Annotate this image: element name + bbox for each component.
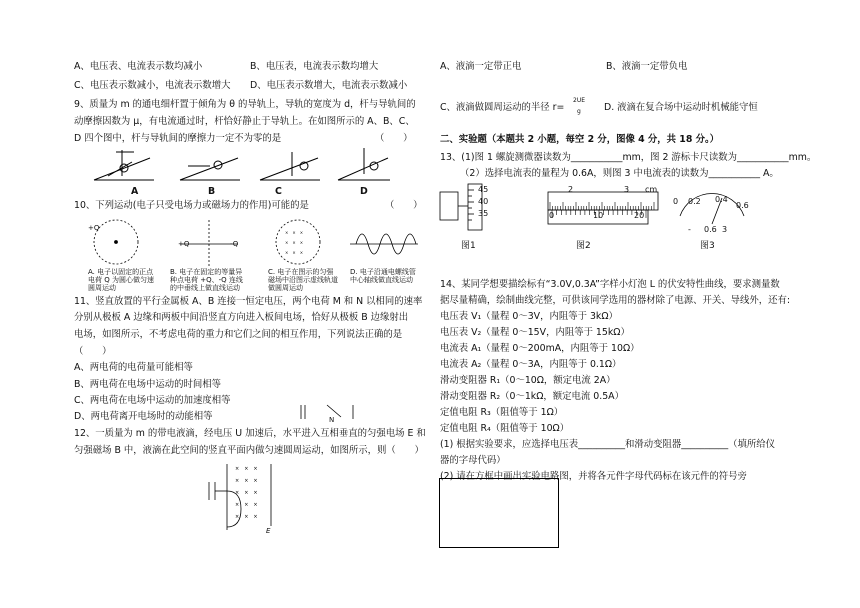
q11-line-3: 电场，如图所示，不考虑电荷的重力和它们之间的相互作用，下列说法正确的是 bbox=[74, 329, 403, 340]
caliper-bottom-20: 20 bbox=[634, 211, 645, 220]
ammeter-scale-0-6: 0.6 bbox=[736, 201, 749, 210]
ammeter-scale-0-4: 0.4 bbox=[715, 195, 728, 204]
q11-line-1: 11、竖直放置的平行金属板 A、B 连接一恒定电压，两个电荷 M 和 N 以相同的速率 bbox=[74, 296, 423, 307]
q14-line-9: 定值电阻 R₃（阻值等于 1Ω） bbox=[440, 407, 564, 418]
q13-caliper-figure bbox=[540, 186, 662, 230]
q10-caption-c: C. 电子在图示的匀强磁场中沿图示虚线轨道做圆周运动 bbox=[268, 268, 338, 292]
q11-option-c: C、两电荷在电场中运动的加速度相等 bbox=[74, 395, 231, 406]
caliper-top-3: 3 bbox=[624, 185, 630, 194]
ammeter-scale-0: 0 bbox=[673, 197, 679, 206]
q14-line-8: 滑动变阻器 R₂（0～1kΩ，额定电流 0.5A） bbox=[440, 391, 624, 402]
q10-a-charge-label: +Q bbox=[88, 224, 100, 232]
q14-line-11: (1) 根据实验要求，应选择电压表__________和滑动变阻器__________（填所给仪 bbox=[440, 439, 776, 450]
q8-option-a: A、电压表、电流表示数均减小 bbox=[74, 61, 203, 72]
q11-line-2: 分别从极板 A 边缘和两板中间沿竖直方向进入板间电场，恰好从极板 B 边缘射出 bbox=[74, 312, 409, 323]
q14-line-10: 定值电阻 R₄（阻值等于 10Ω） bbox=[440, 423, 570, 434]
figure-2-caption: 图2 bbox=[576, 241, 591, 251]
micrometer-tick-35: 35 bbox=[478, 209, 489, 218]
q12-figure bbox=[205, 460, 275, 535]
q13-part-1: 13、(1)图 1 螺旋测微器读数为___________mm，图 2 游标卡尺读数为___________mm。 bbox=[440, 152, 817, 163]
q14-line-1: 14、某同学想要描绘标有“3.0V,0.3A”字样小灯泡 L 的伏安特性曲线，要求测量数 bbox=[440, 279, 780, 290]
caliper-bottom-0: 0 bbox=[549, 211, 555, 220]
caliper-top-unit: cm bbox=[645, 185, 658, 194]
svg-text:× × ×: × × × bbox=[235, 490, 258, 496]
micrometer-tick-45: 45 bbox=[478, 185, 489, 194]
q11-answer-paren: （ ） bbox=[74, 346, 112, 357]
q10-answer-paren: （ ） bbox=[385, 200, 423, 211]
q10-b-left-charge: +Q bbox=[178, 240, 190, 248]
svg-text:× × ×: × × × bbox=[235, 514, 258, 520]
q9-line-2: 动摩擦因数为 μ，有电流通过时，杆恰好静止于导轨上。在如图所示的 A、B、C、 bbox=[74, 116, 415, 127]
svg-text:× × ×: × × × bbox=[235, 502, 258, 508]
q14-line-4: 电压表 V₂（量程 0～15V，内阻等于 15kΩ） bbox=[440, 327, 630, 338]
ammeter-terminal-3: 3 bbox=[722, 225, 728, 234]
q12-option-d: D. 液滴在复合场中运动时机械能守恒 bbox=[604, 102, 758, 113]
caliper-bottom-10: 10 bbox=[593, 211, 604, 220]
svg-text:× × ×: × × × bbox=[285, 250, 304, 255]
q9-fig-label-c: C bbox=[275, 186, 282, 197]
q14-line-13: (2) 请在方框中画出实验电路图，并将各元件字母代码标在该元件的符号旁 bbox=[440, 471, 747, 482]
q9-fig-label-d: D bbox=[360, 186, 368, 197]
q12-figure-label-e: E bbox=[266, 527, 271, 535]
q12-formula-num: 2UE bbox=[573, 97, 585, 104]
q14-line-2: 据尽量精确，绘制曲线完整，可供该同学选用的器材除了电源、开关、导线外，还有: bbox=[440, 295, 791, 306]
q9-fig-label-b: B bbox=[208, 186, 216, 197]
figure-1-caption: 图1 bbox=[461, 241, 476, 251]
q8-option-d: D、电压表示数增大，电流表示数减小 bbox=[250, 80, 408, 91]
q9-figures bbox=[92, 146, 392, 190]
q10-b-right-charge: -Q bbox=[230, 240, 239, 248]
figure-3-caption: 图3 bbox=[700, 241, 715, 251]
q14-line-6: 电流表 A₂（量程 0～3A，内阻等于 0.1Ω） bbox=[440, 359, 622, 370]
q14-line-3: 电压表 V₁（量程 0～3V，内阻等于 3kΩ） bbox=[440, 311, 618, 322]
q10-caption-b: B. 电子在固定的等量异种点电荷 +Q、-Q 连线的中垂线上做直线运动 bbox=[170, 268, 243, 292]
ammeter-terminal-0-6: 0.6 bbox=[704, 225, 717, 234]
ammeter-scale-0-2: 0.2 bbox=[688, 197, 701, 206]
svg-text:× × ×: × × × bbox=[235, 466, 258, 472]
q9-fig-label-a: A bbox=[131, 186, 139, 197]
caliper-top-2: 2 bbox=[568, 185, 574, 194]
q9-line-3: D 四个图中，杆与导轨间的摩擦力一定不为零的是 bbox=[74, 133, 282, 144]
q8-option-c: C、电压表示数减小，电流表示数增大 bbox=[74, 80, 231, 91]
section-2-heading: 二、实验题（本题共 2 小题，每空 2 分，图像 4 分，共 18 分。） bbox=[440, 134, 720, 145]
micrometer-tick-40: 40 bbox=[478, 197, 489, 206]
q14-line-5: 电流表 A₁（量程 0～200mA，内阻等于 10Ω） bbox=[440, 343, 640, 354]
q8-option-b: B、电压表，电流表示数均增大 bbox=[250, 61, 379, 72]
q9-line-1: 9、质量为 m 的通电细杆置于倾角为 θ 的导轨上，导轨的宽度为 d，杆与导轨间的 bbox=[74, 99, 416, 110]
q10-caption-a: A. 电子以固定的正点电荷 Q 为圆心做匀速圆周运动 bbox=[88, 268, 154, 292]
q11-figure-label-n: N bbox=[329, 416, 335, 424]
q11-option-d: D、两电荷离开电场时的动能相等 bbox=[74, 411, 213, 422]
q14-line-7: 滑动变阻器 R₁（0～10Ω，额定电流 2A） bbox=[440, 375, 616, 386]
q10-figures bbox=[88, 214, 418, 274]
q11-figure bbox=[297, 403, 357, 423]
q14-line-12: 器的字母代码） bbox=[440, 455, 506, 466]
q12-option-c: C、液滴做圆周运动的半径 r= bbox=[440, 102, 565, 113]
q10-caption-d: D. 电子沿通电螺线管中心轴线做直线运动 bbox=[350, 268, 416, 284]
q12-option-a: A、液滴一定带正电 bbox=[440, 61, 522, 72]
svg-text:× × ×: × × × bbox=[285, 230, 304, 235]
q11-option-b: B、两电荷在电场中运动的时间相等 bbox=[74, 379, 222, 390]
q12-line-1: 12、一质量为 m 的带电液滴，经电压 U 加速后，水平进入互相垂直的匀强电场 E 和 bbox=[74, 428, 426, 439]
q9-answer-paren: （ ） bbox=[375, 133, 413, 144]
ammeter-terminal-minus: - bbox=[688, 225, 691, 234]
svg-text:× × ×: × × × bbox=[285, 240, 304, 245]
q12-option-b: B、液滴一定带负电 bbox=[606, 61, 688, 72]
q10-stem: 10、下列运动(电子只受电场力或磁场力的作用)可能的是 bbox=[74, 200, 309, 211]
circuit-answer-box[interactable] bbox=[439, 478, 559, 548]
q11-option-a: A、两电荷的电荷量可能相等 bbox=[74, 362, 193, 373]
q12-line-2: 匀强磁场 B 中，液滴在此空间的竖直平面内做匀速圆周运动，如图所示，则（ ） bbox=[74, 445, 424, 456]
q12-formula-den: g bbox=[577, 108, 581, 115]
svg-text:× × ×: × × × bbox=[235, 478, 258, 484]
q13-part-2: （2）选择电流表的量程为 0.6A，则图 3 中电流表的读数为___________ A。 bbox=[460, 168, 779, 179]
